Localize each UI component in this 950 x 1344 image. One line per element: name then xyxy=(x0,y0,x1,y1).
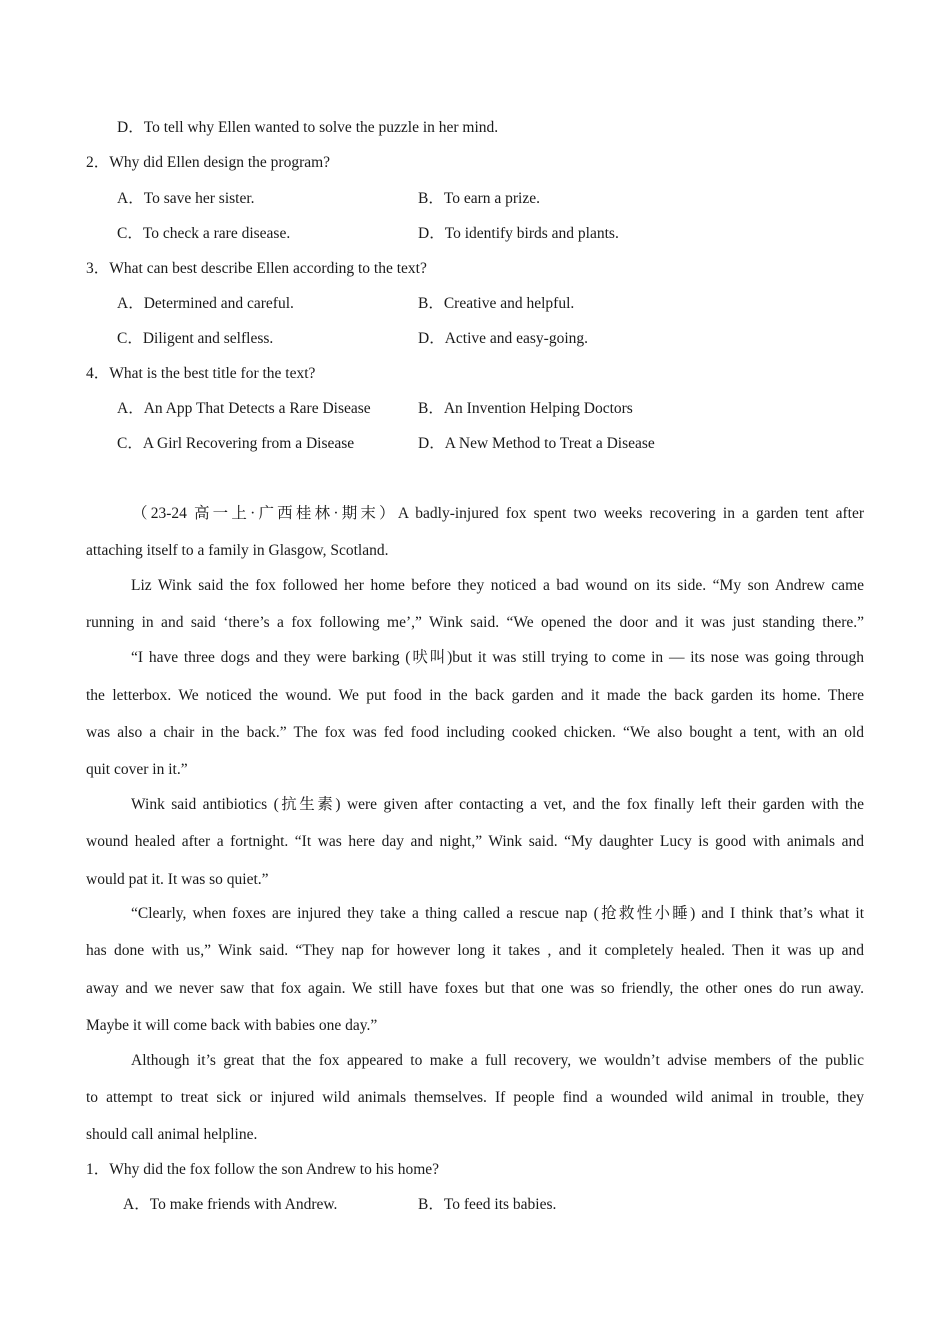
prev-q4-option-d: D．A New Method to Treat a Disease xyxy=(418,435,655,452)
passage-line: Maybe it will come back with babies one day.” xyxy=(86,1017,378,1034)
prev-q4-option-c: C．A Girl Recovering from a Disease xyxy=(117,435,355,452)
prev-q3-option-c: C．Diligent and selfless. xyxy=(117,330,274,347)
passage-line: away and we never saw that fox again. We still have foxes but that one was so friendly, the other ones do run away. xyxy=(86,980,864,997)
prev-q2-option-a: A．To save her sister. xyxy=(117,190,255,207)
passage-line: Wink said antibiotics (抗生素) were given after contacting a vet, and the fox finally left their garden with the xyxy=(131,796,864,813)
prev-q1-option-d: D．To tell why Ellen wanted to solve the puzzle in her mind. xyxy=(117,119,499,136)
question-1-option-a: A．To make friends with Andrew. xyxy=(123,1196,338,1213)
passage-line: quit cover in it.” xyxy=(86,761,188,778)
prev-q3-option-b: B．Creative and helpful. xyxy=(418,295,575,312)
passage-line: （23-24 高一上·广西桂林·期末）A badly-injured fox spent two weeks recovering in a garden tent after xyxy=(132,505,864,522)
passage-line: to attempt to treat sick or injured wild animals themselves. If people find a wounded wild animal in trouble, they xyxy=(86,1089,864,1106)
passage-line: has done with us,” Wink said. “They nap for however long it takes , and it completely healed. Then it was up and xyxy=(86,942,864,959)
prev-q4-option-a: A．An App That Detects a Rare Disease xyxy=(117,400,371,417)
prev-q2-option-c: C．To check a rare disease. xyxy=(117,225,291,242)
prev-q4-option-b: B．An Invention Helping Doctors xyxy=(418,400,633,417)
question-1-option-b: B．To feed its babies. xyxy=(418,1196,557,1213)
prev-q2-option-d: D．To identify birds and plants. xyxy=(418,225,619,242)
passage-line: Although it’s great that the fox appeared to make a full recovery, we wouldn’t advise members of the public xyxy=(131,1052,864,1069)
passage-line: “I have three dogs and they were barking (吠叫)but it was still trying to come in — its nose was going through xyxy=(131,649,864,666)
passage-line: Liz Wink said the fox followed her home before they noticed a bad wound on its side. “My son Andrew came xyxy=(131,577,864,594)
passage-line: attaching itself to a family in Glasgow, Scotland. xyxy=(86,542,389,559)
prev-q2-stem: 2．Why did Ellen design the program? xyxy=(86,154,331,171)
passage-line: was also a chair in the back.” The fox was fed food including cooked chicken. “We also bought a tent, with an old xyxy=(86,724,864,741)
prev-q3-stem: 3．What can best describe Ellen according to the text? xyxy=(86,260,427,277)
passage-line: running in and said ‘there’s a fox following me’,” Wink said. “We opened the door and it was just standing there.” xyxy=(86,614,864,631)
passage-line: should call animal helpline. xyxy=(86,1126,258,1143)
passage-line: the letterbox. We noticed the wound. We put food in the back garden and it made the back garden its home. There xyxy=(86,687,864,704)
passage-line: wound healed after a fortnight. “It was here day and night,” Wink said. “My daughter Lucy is good with animals and xyxy=(86,833,864,850)
passage-line: would pat it. It was so quiet.” xyxy=(86,871,269,888)
question-1-stem: 1．Why did the fox follow the son Andrew to his home? xyxy=(86,1161,440,1178)
prev-q3-option-d: D．Active and easy-going. xyxy=(418,330,589,347)
prev-q4-stem: 4．What is the best title for the text? xyxy=(86,365,316,382)
prev-q3-option-a: A．Determined and careful. xyxy=(117,295,294,312)
prev-q2-option-b: B．To earn a prize. xyxy=(418,190,541,207)
passage-line: “Clearly, when foxes are injured they take a thing called a rescue nap (抢救性小睡) and I think that’s what it xyxy=(131,905,864,922)
